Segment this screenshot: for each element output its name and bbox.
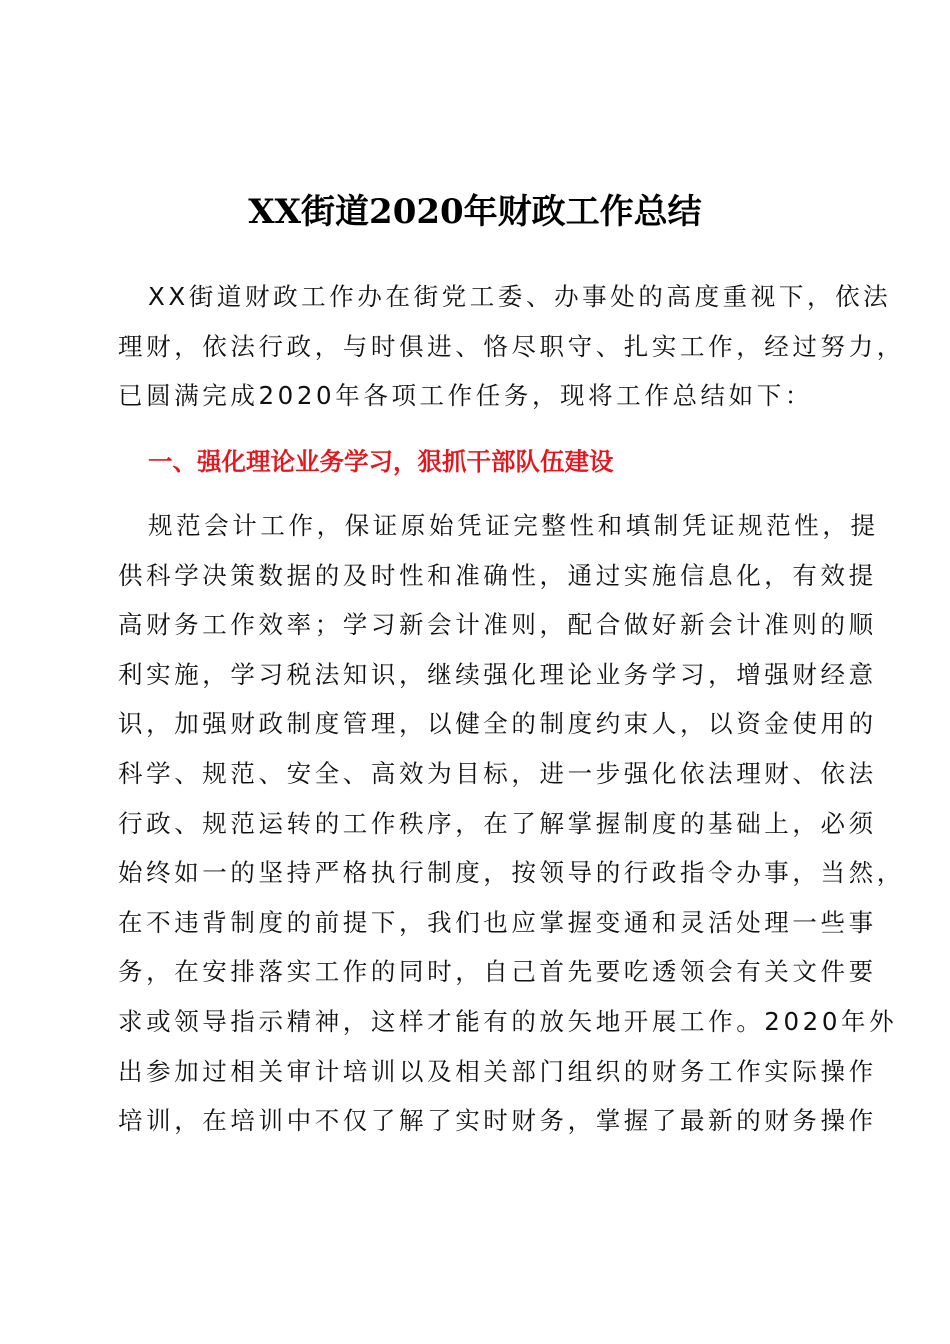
- paragraph-line: 始终如一的坚持严格执行制度，按领导的行政指令办事，当然，: [118, 858, 905, 888]
- section-paragraph: [118, 501, 905, 1146]
- paragraph-line: 求或领导指示精神，这样才能有的放矢地开展工作。2020年外: [118, 1006, 898, 1036]
- intro-line: XX街道财政工作办在街党工委、办事处的高度重视下，依法: [148, 282, 892, 311]
- intro-line: 理财，依法行政，与时俱进、恪尽职守、扎实工作，经过努力，: [118, 331, 905, 361]
- paragraph-line: 利实施，学习税法知识，继续强化理论业务学习，增强财经意: [118, 659, 877, 689]
- paragraph-line: 高财务工作效率；学习新会计准则，配合做好新会计准则的顺: [118, 610, 877, 640]
- paragraph-line: 科学、规范、安全、高效为目标，进一步强化依法理财、依法: [118, 758, 877, 788]
- paragraph-line: 行政、规范运转的工作秩序，在了解掌握制度的基础上，必须: [118, 808, 877, 838]
- paragraph-line: 识，加强财政制度管理，以健全的制度约束人，以资金使用的: [118, 709, 877, 739]
- paragraph-line: 在不违背制度的前提下，我们也应掌握变通和灵活处理一些事: [118, 907, 877, 937]
- intro-paragraph: [118, 272, 905, 421]
- paragraph-line: 规范会计工作，保证原始凭证完整性和填制凭证规范性，提: [148, 511, 879, 540]
- intro-line: 已圆满完成2020年各项工作任务，现将工作总结如下：: [118, 381, 813, 411]
- paragraph-line: 务，在安排落实工作的同时，自己首先要吃透领会有关文件要: [118, 957, 877, 987]
- paragraph-line: 出参加过相关审计培训以及相关部门组织的财务工作实际操作: [118, 1056, 877, 1086]
- paragraph-line: 培训，在培训中不仅了解了实时财务，掌握了最新的财务操作: [118, 1106, 877, 1136]
- document-title: XX街道2020年财政工作总结: [248, 192, 702, 232]
- paragraph-line: 供科学决策数据的及时性和准确性，通过实施信息化，有效提: [118, 560, 877, 590]
- section-heading: 一、强化理论业务学习，狠抓干部队伍建设: [148, 447, 614, 476]
